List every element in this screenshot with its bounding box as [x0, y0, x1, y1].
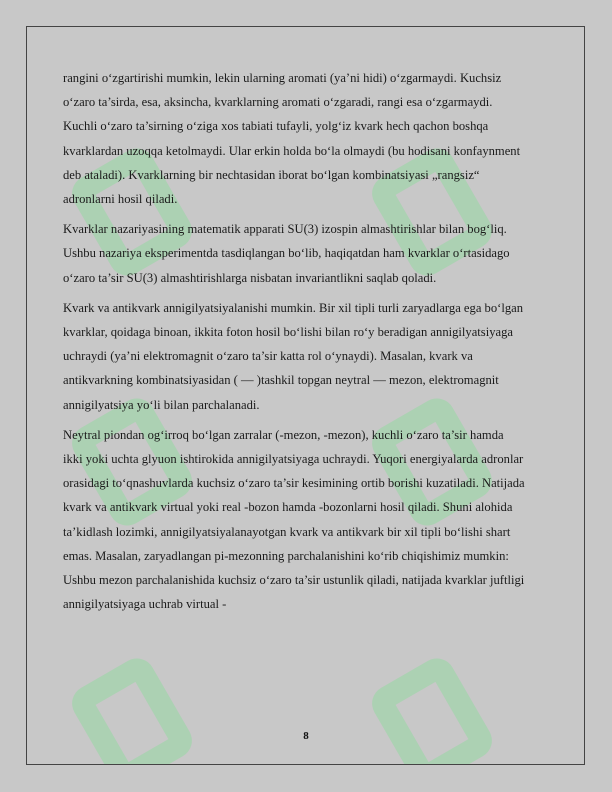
paragraph-2: Kvarklar nazariyasining matematik apparati SU(3) izospin almashtirishlar bilan bog‘liq. Ushbu nazariya eksperimentda tasdiqlangan bo‘lib, haqiqatdan ham kvarklar o‘rtasidago o‘zaro ta’sir SU(3) almashtirishlarga nisbatan invariantlikni saqlab qoladi.: [63, 222, 510, 285]
page-number: 8: [303, 730, 309, 742]
paragraph-1: rangini o‘zgartirishi mumkin, lekin ularning aromati (ya’ni hidi) o‘zgarmaydi. Kuchsiz o‘zaro ta’sirda, esa, aksincha, kvarklarning aromati o‘zgaradi, rangi esa o‘zgarmaydi. Kuchli o‘zaro ta’sirning o‘ziga xos tabiati tufayli, yolg‘iz kvark hech qachon boshqa kvarklardan uzoqqa ketolmaydi. Ular erkin holda bo‘la olmaydi (bu hodisani konfaynment deb ataladi). Kvarklarning bir nechtasidan iborat bo‘lgan kombinatsiyasi „rangsiz“ adronlarni hosil qiladi.: [63, 71, 521, 207]
watermark-logo-bottom-left: [66, 652, 199, 765]
paragraph-3: Kvark va antikvark annigilyatsiyalanishi mumkin. Bir xil tipli turli zaryadlarga ega bo‘lgan kvarklar, qoidaga binoan, ikkita foton hosil bo‘lishi bilan ro‘y beradigan annigilyatsiyaga uchraydi (ya’ni elektromagnit o‘zaro ta’sir katta rol o‘ynaydi). Masalan, kvark va antikvarkning kombinatsiyasidan ( — )tashkil topgan neytral — mezon, elektromagnit annigilyatsiya yo‘li bilan parchalanadi.: [63, 300, 524, 412]
paragraph-4: Neytral piondan og‘irroq bo‘lgan zarralar (-mezon, -mezon), kuchli o‘zaro ta’sir hamda ikki yoki uchta glyuon ishtirokida annigilyatsiyaga uchraydi. Yuqori energiyalarda adronlar orasidagi to‘qnashuvlarda kuchsiz o‘zaro ta’sir kesimining ortib borishi kuzatiladi. Natijada kvark va antikvark virtual yoki real -bozon hamda -bozonlarni hosil qiladi. Shuni alohida ta’kidlash lozimki, annigilyatsiyalanayotgan kvark va antikvark bir xil tipli bo‘lishi shart emas. Masalan, zaryadlangan pi-mezonning parchalanishini ko‘rib chiqishimiz mumkin: Ushbu mezon parchalanishida kuchsiz o‘zaro ta’sir ustunlik qiladi, natijada kvarklar juftligi annigilyatsiyaga uchrab virtual -: [63, 427, 525, 612]
watermark-logo-bottom-right: [366, 652, 499, 765]
document-body: [63, 66, 525, 622]
